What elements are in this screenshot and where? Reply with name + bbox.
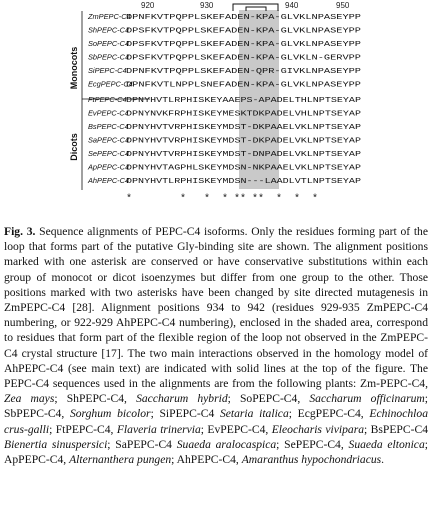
caption-text: ; ShPEPC-C4, <box>54 392 137 406</box>
group-label-monocots: Monocots <box>69 46 79 90</box>
conservation-asterisks: * * * * ** ** * * * <box>126 194 319 205</box>
caption-text: ; ApPEPC-C4, <box>4 437 428 467</box>
row-sequence: DPNYHVTVRPHISKEYMDST-DKPAAELVKLNPTSEYAP <box>126 124 362 132</box>
row-sequence: DPNFKVTPQPPLSKEFADEN-QPR-GIVKLNPASEYPP <box>126 68 362 76</box>
caption-text: . <box>381 453 385 467</box>
row-sequence: DPNYHVTVRPHISKEYMDST-DKPADELVKLNPTSEYAP <box>126 137 362 146</box>
position-920: 920 <box>141 1 155 10</box>
row-name: FtPEPC-C4 <box>88 95 127 104</box>
species-name: Echinochloa crus-galli <box>4 407 428 436</box>
row-sequence: DPNYNVKFRPHISKEYMESKTDKPADELVHLNPTSEYAP <box>126 110 362 119</box>
row-name: EcgPEPC-C4 <box>88 79 133 89</box>
row-name: AhPEPC-C4 <box>88 176 130 185</box>
row-name: SiPEPC-C4 <box>88 66 127 75</box>
row-sequence: DPNYHVTVRPHISKEYMDST-DNPADELVKLNPTSEYAP <box>126 151 362 159</box>
alignment-figure <box>0 0 435 214</box>
interaction-lines <box>233 4 278 11</box>
caption-text: ; SePEPC-C4, <box>276 437 349 451</box>
caption-text: ; EvPEPC-C4, <box>200 422 272 436</box>
species-name: Setaria italica <box>219 407 289 421</box>
species-name: Sorghum bicolor <box>69 407 151 421</box>
caption-text: ; EcgPEPC-C4, <box>288 407 370 421</box>
caption-text: ; SaPEPC-C4 <box>107 437 177 451</box>
row-name: SbPEPC-C4 <box>88 52 130 62</box>
species-name: Suaeda eltonica <box>348 437 425 451</box>
species-name: Saccharum officinarum <box>309 392 425 406</box>
species-name: Zea mays <box>4 392 55 406</box>
position-950: 950 <box>336 1 350 10</box>
row-sequence: DPNFKVTLNPPLSNEFADEN-KPA-GLVKLNPASEYPP <box>126 81 362 90</box>
row-sequence: DPNYHVTLRPHISKEYMDSN---LAADLVTLNPTSEYAP <box>126 178 362 186</box>
species-name: Suaeda aralocaspica <box>176 437 277 451</box>
row-name: ZmPEPC-C4 <box>88 12 131 21</box>
group-label-dicots: Dicots <box>69 133 79 161</box>
caption-text: ; BsPEPC-C4 <box>364 422 429 436</box>
caption-text: ; SoPEPC-C4, <box>227 392 310 406</box>
caption-text: Sequence alignments of PEPC-C4 isoforms. Only the residues forming part of the loop that forms part of the putative Gly-binding site are shown. The alignment positions marked with one asterisk are conserved or have conservative substitutions within each group of monocot or dicot isoenzymes but differ from one group to the other. Those positions marked with two asterisks have been changed by site directed mutagenesis in ZmPEPC-C4 [28]. Alignment positions 934 to 942 (residues 929-935 ZmPEPC-C4 numbering, or 922-929 AhPEPC-C4 numbering), enclosed in the shaded area, correspond to residues that form part of the flexible region of the loop not observed in the ZmPEPC-C4 crystal structure [17]. The two main interactions observed in the homology model of AhPEPC-C4 (see main text) are indicated with solid lines at the top of the figure. The PEPC-C4 sequences used in the alignments are from the following plants: Zm-PEPC-C4, <box>4 225 428 391</box>
row-sequence: DPSFKVTPQPPLSKEFADEN-KPA-GLVKLN-GERVPP <box>126 54 362 63</box>
position-930: 930 <box>200 1 214 10</box>
species-name: Amaranthus hypochondriacus <box>241 453 382 467</box>
row-name: BsPEPC-C4 <box>88 122 129 131</box>
row-sequence: DPNYHVTLRPHISKEYAAEPS-APADELTHLNPTSEYAP <box>126 97 362 105</box>
row-name: SePEPC-C4 <box>88 149 130 158</box>
species-name: Alternanthera pungen <box>69 453 172 467</box>
position-940: 940 <box>285 1 299 10</box>
row-name: ShPEPC-C4 <box>88 25 130 35</box>
caption-text: ; FtPEPC-C4, <box>49 422 117 436</box>
species-name: Flaveria trinervia <box>116 422 201 436</box>
row-name: SaPEPC-C4 <box>88 135 130 145</box>
caption-label: Fig. 3. <box>4 225 36 238</box>
row-sequence: DPSFKVTPQPPLSKEFADEN-KPA-GLVKLNPASEYPP <box>126 27 362 36</box>
species-name: Eleocharis vivipara <box>271 422 365 436</box>
figure-caption <box>4 224 428 467</box>
row-sequence: DPNYHVTAGPHLSKEYMDSN-NKPAAELVKLNPTSEYAP <box>126 164 362 173</box>
row-sequence: DPNFKVTPQPPLSKEFADEN-KPA-GLVKLNPASEYPP <box>126 14 362 22</box>
species-name: Saccharum hybrid <box>136 392 228 406</box>
alignment-rows <box>87 12 362 186</box>
row-name: SoPEPC-C4 <box>88 39 130 48</box>
row-name: ApPEPC-C4 <box>88 162 130 172</box>
caption-text: ; SiPEPC-C4 <box>150 407 220 421</box>
species-name: Bienertia sinuspersici <box>4 437 108 451</box>
row-sequence: DPSFKVTPQPPLSKEFADEN-KPA-GLVKLNPASEYPP <box>126 41 362 49</box>
caption-text: ; AhPEPC-C4, <box>171 453 242 467</box>
row-name: EvPEPC-C4 <box>88 108 129 118</box>
caption-text: ; SbPEPC-C4, <box>4 392 428 421</box>
